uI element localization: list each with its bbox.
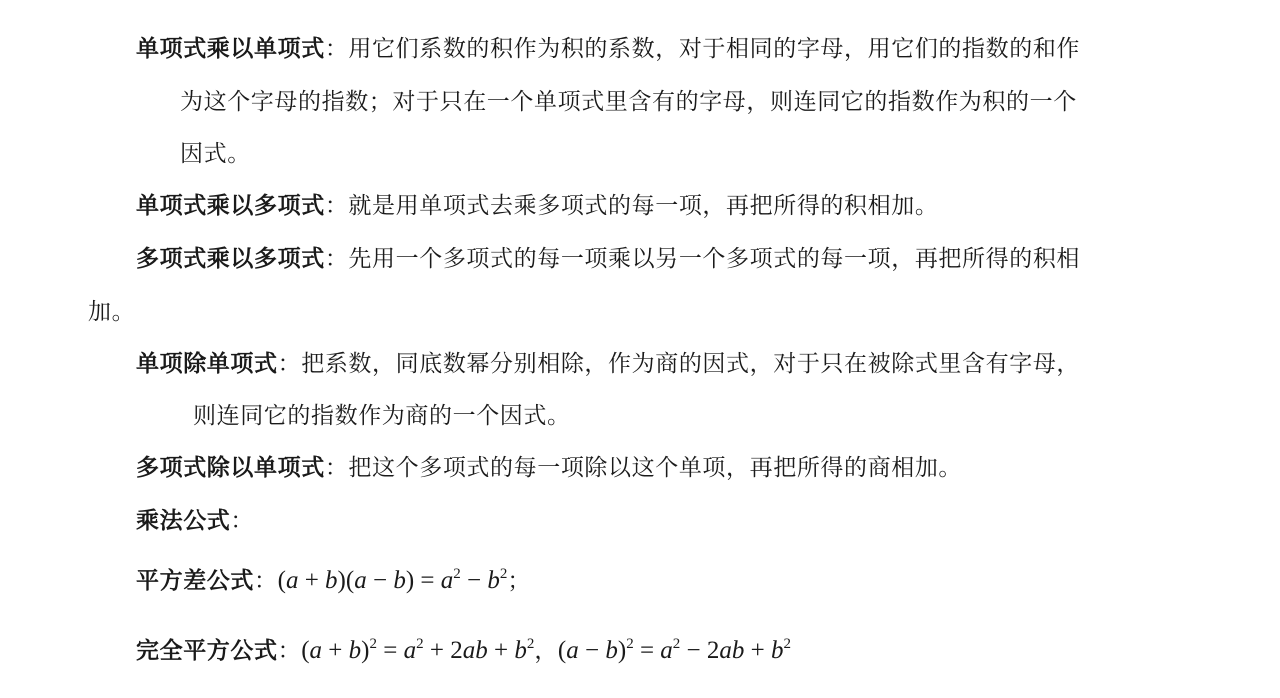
definition-text: 先用一个多项式的每一项乘以另一个多项式的每一项，再把所得的积相 bbox=[348, 246, 1081, 272]
paragraph-mono-times-poly: 单项式乘以多项式：就是用单项式去乘多项式的每一项，再把所得的积相加。 bbox=[136, 193, 939, 219]
term-mono-div-mono: 单项除单项式 bbox=[136, 351, 278, 377]
paragraph-line: 因式。 bbox=[180, 141, 251, 167]
heading-multiplication-formulas: 乘法公式： bbox=[136, 508, 255, 534]
term-poly-div-mono: 多项式除以单项式 bbox=[136, 455, 325, 481]
definition-text: 把这个多项式的每一项除以这个单项，再把所得的商相加。 bbox=[348, 455, 963, 481]
term-difference-of-squares: 平方差公式 bbox=[136, 568, 254, 594]
term-poly-times-poly: 多项式乘以多项式 bbox=[136, 246, 325, 272]
paragraph-difference-of-squares: 平方差公式：$(a + b)(a - b) = a^2 - b^2$； bbox=[136, 566, 531, 594]
definition-text: 就是用单项式去乘多项式的每一项，再把所得的积相加。 bbox=[348, 193, 939, 219]
term-mono-times-mono: 单项式乘以单项式 bbox=[136, 36, 325, 62]
term-mono-times-poly: 单项式乘以多项式 bbox=[136, 193, 325, 219]
paragraph-line: 加。 bbox=[88, 299, 136, 325]
definition-text: 用它们系数的积作为积的系数，对于相同的字母，用它们的指数的和作 bbox=[348, 36, 1081, 62]
paragraph-mono-times-mono: 单项式乘以单项式：用它们系数的积作为积的系数，对于相同的字母，用它们的指数的和作 bbox=[136, 36, 1081, 62]
definition-text: 把系数，同底数幂分别相除，作为商的因式，对于只在被除式里含有字母， bbox=[301, 351, 1081, 377]
paragraph-line: 则连同它的指数作为商的一个因式。 bbox=[193, 403, 571, 429]
paragraph-perfect-square: 完全平方公式：$(a + b)^2 = a^2 + 2ab + b^2$，$(a - b)^2 = a^2 - 2ab + b^2$ bbox=[136, 636, 792, 664]
term-perfect-square: 完全平方公式 bbox=[136, 638, 278, 664]
paragraph-line: 为这个字母的指数；对于只在一个单项式里含有的字母，则连同它的指数作为积的一个 bbox=[180, 89, 1077, 115]
paragraph-mono-div-mono: 单项除单项式：把系数，同底数幂分别相除，作为商的因式，对于只在被除式里含有字母， bbox=[136, 351, 1081, 377]
formula-square-of-difference: $(a - b)^2 = a^2 - 2ab + b^2$ bbox=[557, 636, 792, 664]
cropped-previous-line bbox=[180, 0, 370, 8]
formula-square-of-sum: $(a + b)^2 = a^2 + 2ab + b^2$ bbox=[301, 636, 535, 664]
formula-difference-of-squares: $(a + b)(a - b) = a^2 - b^2$ bbox=[277, 566, 508, 594]
paragraph-poly-div-mono: 多项式除以单项式：把这个多项式的每一项除以这个单项，再把所得的商相加。 bbox=[136, 455, 963, 481]
paragraph-poly-times-poly: 多项式乘以多项式：先用一个多项式的每一项乘以另一个多项式的每一项，再把所得的积相 bbox=[136, 246, 1081, 272]
